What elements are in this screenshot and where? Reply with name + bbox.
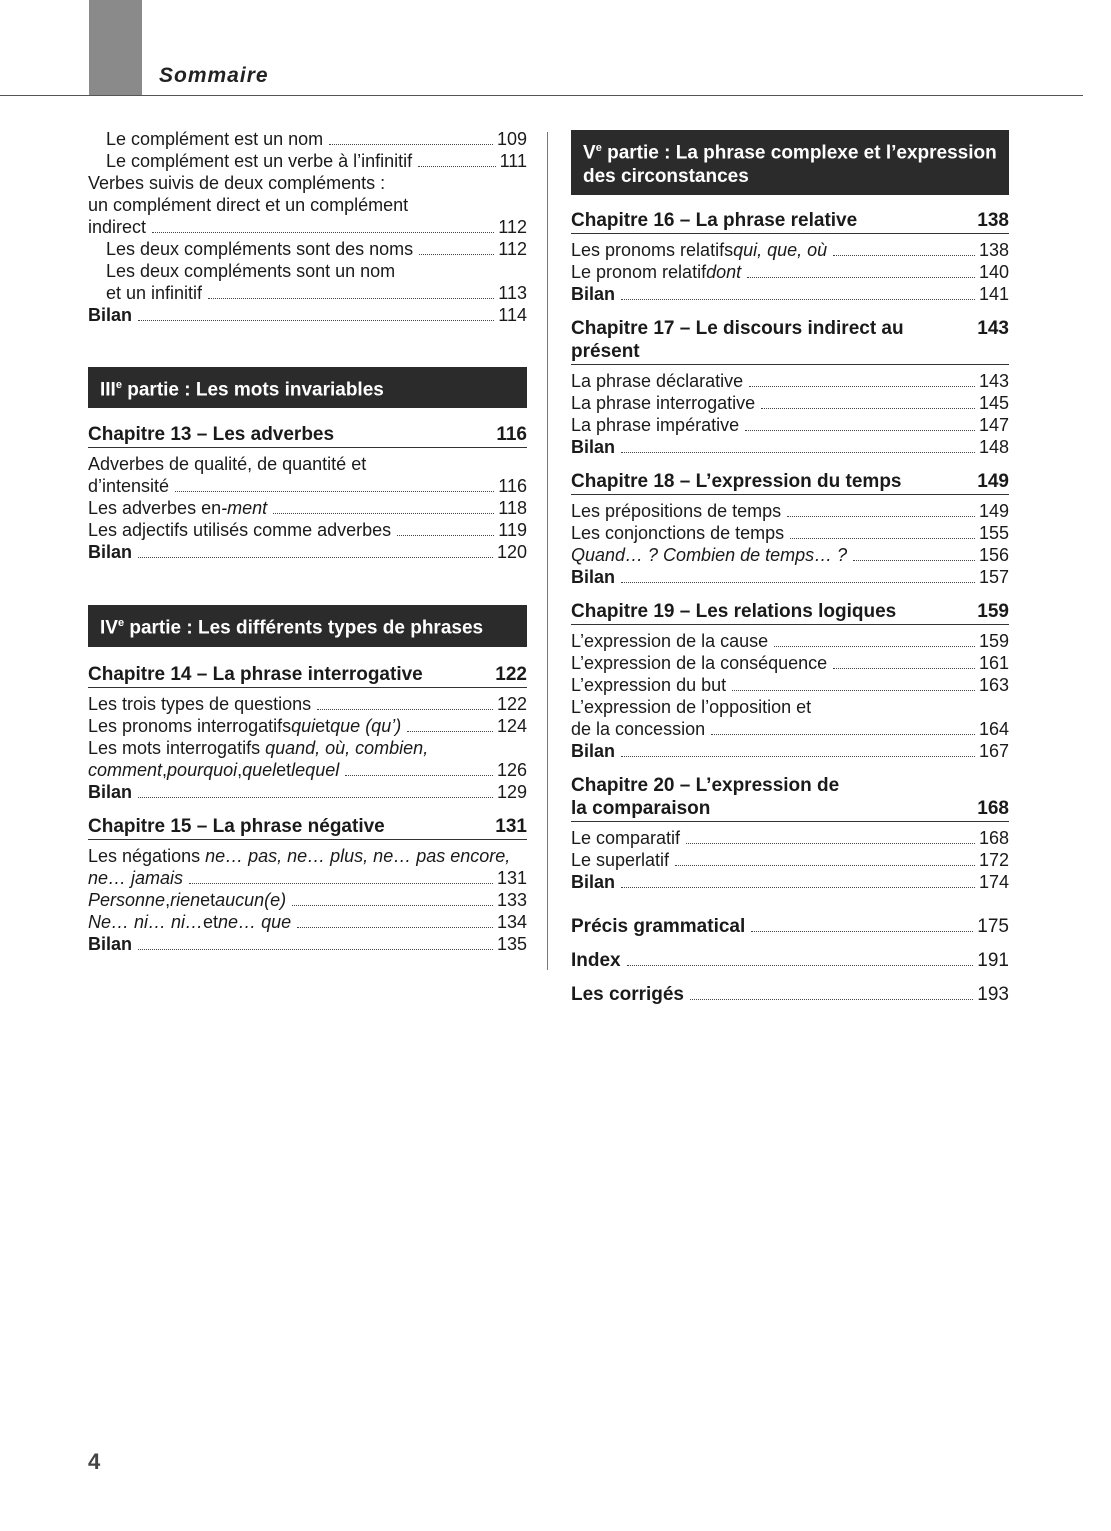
leader-dots: [621, 582, 975, 583]
page-ref: 120: [496, 542, 527, 563]
leader-dots: [621, 299, 975, 300]
chapter-heading[interactable]: [571, 209, 1009, 234]
entry-label: Les prépositions de temps: [571, 501, 782, 522]
toc-entry[interactable]: [88, 845, 527, 889]
entry-label: Bilan: [571, 284, 616, 305]
toc-entry[interactable]: [88, 693, 527, 715]
page-ref: 111: [499, 151, 527, 171]
part-heading: [88, 605, 527, 646]
entry-label: Les adverbes en: [88, 498, 222, 519]
entry-label: Les mots interrogatifs: [88, 737, 266, 758]
part-title: partie : La phrase complexe et l’expression: [601, 142, 997, 164]
toc-entry[interactable]: [571, 674, 1009, 696]
leader-dots: [833, 668, 975, 669]
entry-label: ,: [237, 759, 243, 780]
entry-label-italic: -ment: [221, 498, 268, 519]
entry-label-italic: Quand… ? Combien de temps… ?: [571, 545, 848, 566]
page-ref: 112: [498, 217, 527, 237]
leader-dots: [329, 144, 493, 145]
toc-entry[interactable]: [88, 737, 527, 781]
entry-label: Bilan: [571, 567, 616, 588]
page-ref: 159: [978, 631, 1009, 652]
leader-dots: [138, 320, 494, 321]
leader-dots: [138, 557, 493, 558]
chapter-heading[interactable]: [571, 470, 1009, 495]
toc-entry[interactable]: [88, 497, 527, 519]
leader-dots: [774, 646, 975, 647]
entry-label: et un infinitif: [106, 283, 203, 303]
page-ref: 109: [496, 129, 527, 149]
toc-entry[interactable]: [88, 238, 527, 260]
toc-entry-bilan[interactable]: [88, 304, 527, 326]
page-ref: 149: [978, 501, 1009, 522]
toc-entry[interactable]: [571, 849, 1009, 871]
entry-label: L’expression de la cause: [571, 631, 769, 652]
part-sup: e: [115, 379, 122, 391]
chapter-heading[interactable]: [88, 815, 527, 840]
leader-dots: [732, 690, 975, 691]
entry-label: Index: [571, 950, 621, 972]
chapter-label: la comparaison: [571, 798, 711, 820]
entry-label: Bilan: [88, 933, 133, 954]
entry-label: Les deux compléments sont des noms: [106, 239, 414, 259]
part-title: des circonstances: [583, 166, 749, 188]
toc-extra-entry[interactable]: [571, 983, 1009, 1006]
page-ref: 149: [977, 471, 1009, 493]
leader-dots: [152, 232, 494, 233]
entry-label: Verbes suivis de deux compléments :: [88, 173, 386, 193]
entry-label: Bilan: [88, 542, 133, 563]
leader-dots: [745, 430, 975, 431]
leader-dots: [621, 452, 975, 453]
page-ref: 163: [978, 675, 1009, 696]
part-numeral: IV: [100, 617, 118, 639]
entry-label: La phrase déclarative: [571, 371, 744, 392]
page-ref: 131: [496, 867, 527, 888]
chapter-heading[interactable]: [571, 317, 1009, 365]
entry-label: d’intensité: [88, 476, 170, 497]
toc-entry[interactable]: [88, 128, 527, 150]
toc-entry[interactable]: [571, 522, 1009, 544]
entry-label: Les négations: [88, 845, 206, 866]
page-ref: 193: [977, 984, 1009, 1006]
leader-dots: [397, 535, 494, 536]
leader-dots: [273, 513, 494, 514]
leader-dots: [853, 560, 975, 561]
entry-label: Adverbes de qualité, de quantité et: [88, 454, 367, 475]
chapter-label: Chapitre 20 – L’expression de: [571, 775, 840, 797]
page-ref: 114: [498, 305, 527, 325]
entry-label: Les pronoms interrogatifs: [88, 715, 292, 736]
toc-entry-bilan[interactable]: [571, 436, 1009, 458]
chapter-heading[interactable]: [88, 423, 527, 448]
entry-label: et: [200, 889, 216, 910]
toc-entry[interactable]: [571, 370, 1009, 392]
page-ref: 118: [498, 498, 527, 519]
leader-dots: [686, 843, 975, 844]
entry-label-italic: qui, que, où: [733, 240, 828, 261]
chapter-label: Chapitre 16 – La phrase relative: [571, 210, 858, 232]
entry-label-italic: pourquoi: [167, 759, 238, 780]
leader-dots: [189, 883, 493, 884]
entry-label-italic: ne… que: [218, 911, 292, 932]
entry-label-italic: que (qu’): [330, 715, 402, 736]
page-ref: 112: [498, 239, 527, 259]
entry-label: L’expression de la conséquence: [571, 653, 828, 674]
leader-dots: [790, 538, 975, 539]
leader-dots: [292, 905, 493, 906]
toc-entry[interactable]: [88, 172, 527, 238]
toc-entry-bilan[interactable]: [88, 541, 527, 563]
page-ref: 172: [978, 850, 1009, 871]
entry-label: L’expression du but: [571, 675, 727, 696]
part-sup: e: [595, 142, 602, 154]
entry-label: Le superlatif: [571, 850, 670, 871]
entry-label: et: [315, 715, 331, 736]
toc-entry[interactable]: [571, 500, 1009, 522]
page-ref: 147: [978, 415, 1009, 436]
entry-label: Le comparatif: [571, 828, 681, 849]
leader-dots: [418, 166, 495, 167]
leader-dots: [690, 999, 973, 1000]
leader-dots: [621, 887, 975, 888]
entry-label: Bilan: [571, 437, 616, 458]
page-ref: 122: [496, 693, 527, 714]
entry-label: ,: [162, 759, 168, 780]
part-numeral: V: [583, 142, 596, 164]
page-ref: 148: [978, 437, 1009, 458]
toc-entry[interactable]: [88, 715, 527, 737]
entry-label: Les corrigés: [571, 984, 684, 1006]
toc-entry[interactable]: [571, 414, 1009, 436]
leader-dots: [407, 731, 493, 732]
toc-entry[interactable]: [571, 544, 1009, 566]
page-ref: 157: [978, 567, 1009, 588]
page-ref: 168: [978, 828, 1009, 849]
toc-entry-bilan[interactable]: [571, 740, 1009, 762]
leader-dots: [749, 386, 975, 387]
page-ref: 175: [977, 916, 1009, 938]
entry-label-italic: qui: [291, 715, 316, 736]
page-ref: 126: [496, 759, 527, 780]
page-ref: 174: [978, 872, 1009, 893]
toc-entry[interactable]: [88, 889, 527, 911]
entry-label: La phrase impérative: [571, 415, 740, 436]
page-ref: 135: [496, 933, 527, 954]
entry-label: et: [276, 759, 292, 780]
entry-label-italic: lequel: [291, 759, 340, 780]
leader-dots: [761, 408, 975, 409]
part-heading: [571, 130, 1009, 195]
entry-label: indirect: [88, 217, 147, 237]
column-divider: [547, 132, 548, 970]
page-ref: 124: [496, 715, 527, 736]
toc-entry[interactable]: [571, 652, 1009, 674]
page-ref: 133: [496, 889, 527, 910]
toc-entry-bilan[interactable]: [571, 566, 1009, 588]
leader-dots: [208, 298, 494, 299]
toc-entry[interactable]: [571, 261, 1009, 283]
page-ref: 134: [496, 911, 527, 932]
toc-entry[interactable]: [571, 392, 1009, 414]
entry-label-italic: quand, où, combien,: [265, 737, 429, 758]
page-ref: 140: [978, 262, 1009, 283]
page-ref: 145: [978, 393, 1009, 414]
entry-label: Les pronoms relatifs: [571, 240, 734, 261]
toc-entry-bilan[interactable]: [88, 933, 527, 955]
part-title: partie : Les mots invariables: [121, 379, 384, 401]
entry-label: Précis grammatical: [571, 916, 746, 938]
header-divider: [0, 95, 1083, 96]
page-number: 4: [88, 1449, 101, 1474]
page-ref: 138: [978, 240, 1009, 261]
toc-right-column: [571, 130, 1009, 1006]
toc-entry[interactable]: [88, 150, 527, 172]
chapter-heading[interactable]: [571, 774, 1009, 822]
leader-dots: [675, 865, 975, 866]
page-ref: 156: [978, 545, 1009, 566]
toc-entry-bilan[interactable]: [88, 781, 527, 803]
entry-label-italic: comment: [88, 759, 163, 780]
toc-extra-entry[interactable]: [571, 949, 1009, 972]
chapter-label: Chapitre 13 – Les adverbes: [88, 424, 335, 446]
entry-label-italic: ne… pas, ne… plus, ne… pas encore,: [205, 845, 511, 866]
page-ref: 116: [498, 476, 527, 497]
leader-dots: [751, 931, 973, 932]
leader-dots: [317, 709, 493, 710]
toc-entry[interactable]: [571, 696, 1009, 740]
page-ref: 159: [977, 601, 1009, 623]
toc-entry[interactable]: [88, 519, 527, 541]
leader-dots: [621, 756, 975, 757]
entry-label-italic: aucun(e): [215, 889, 287, 910]
toc-extra-entry[interactable]: [571, 915, 1009, 938]
page-ref: 138: [977, 210, 1009, 232]
chapter-heading[interactable]: [88, 663, 527, 688]
header-tab-block: [89, 0, 142, 96]
entry-label-italic: ne… jamais: [88, 867, 184, 888]
page-ref: 161: [978, 653, 1009, 674]
entry-label: Bilan: [88, 305, 133, 325]
entry-label: Les trois types de questions: [88, 693, 312, 714]
entry-label: Bilan: [571, 872, 616, 893]
page-ref: 119: [498, 520, 527, 541]
entry-label: Les conjonctions de temps: [571, 523, 785, 544]
entry-label: L’expression de l’opposition et: [571, 697, 812, 718]
page-ref: 167: [978, 741, 1009, 762]
entry-label: ,: [165, 889, 171, 910]
leader-dots: [627, 965, 974, 966]
entry-label: et: [203, 911, 219, 932]
leader-dots: [345, 775, 493, 776]
page-ref: 143: [978, 371, 1009, 392]
entry-label-italic: Ne… ni… ni…: [88, 911, 204, 932]
chapter-label: Chapitre 14 – La phrase interrogative: [88, 663, 423, 685]
entry-label: Bilan: [571, 741, 616, 762]
entry-label: La phrase interrogative: [571, 393, 756, 414]
page-ref: 168: [977, 798, 1009, 820]
page-ref: 131: [495, 815, 527, 837]
page-ref: 129: [496, 781, 527, 802]
leader-dots: [787, 516, 975, 517]
toc-entry[interactable]: [571, 239, 1009, 261]
entry-label: Bilan: [88, 781, 133, 802]
page-ref: 141: [978, 284, 1009, 305]
part-numeral: III: [100, 379, 116, 401]
toc-entry[interactable]: [88, 911, 527, 933]
chapter-label: Chapitre 17 – Le discours indirect au présent: [571, 318, 904, 363]
leader-dots: [297, 927, 493, 928]
page-ref: 122: [495, 663, 527, 685]
leader-dots: [833, 255, 975, 256]
chapter-heading[interactable]: [571, 600, 1009, 625]
leader-dots: [175, 491, 494, 492]
page-ref: 191: [977, 950, 1009, 972]
chapter-label: Chapitre 18 – L’expression du temps: [571, 471, 902, 493]
entry-label-italic: rien: [170, 889, 201, 910]
entry-label: Les adjectifs utilisés comme adverbes: [88, 520, 392, 541]
page-title: Sommaire: [159, 64, 269, 87]
page-ref: 116: [496, 424, 527, 446]
page-ref: 113: [498, 283, 527, 303]
entry-label: de la concession: [571, 719, 706, 740]
entry-label-italic: Personne: [88, 889, 166, 910]
chapter-label: Chapitre 19 – Les relations logiques: [571, 601, 897, 623]
toc-entry[interactable]: [88, 260, 527, 304]
toc-entry[interactable]: [571, 827, 1009, 849]
entry-label: Le pronom relatif: [571, 262, 707, 283]
leader-dots: [138, 949, 493, 950]
leader-dots: [711, 734, 975, 735]
toc-entry-bilan[interactable]: [571, 871, 1009, 893]
entry-label-italic: dont: [706, 262, 742, 283]
leader-dots: [138, 797, 493, 798]
toc-entry[interactable]: [571, 630, 1009, 652]
toc-entry-bilan[interactable]: [571, 283, 1009, 305]
part-title: partie : Les différents types de phrases: [124, 617, 484, 639]
page-ref: 155: [978, 523, 1009, 544]
part-heading: [88, 367, 527, 408]
leader-dots: [419, 254, 494, 255]
toc-left-column: [88, 128, 527, 955]
entry-label: Le complément est un nom: [106, 129, 324, 149]
chapter-label: Chapitre 15 – La phrase négative: [88, 815, 385, 837]
toc-entry[interactable]: [88, 453, 527, 497]
entry-label: Le complément est un verbe à l’infinitif: [106, 151, 413, 171]
entry-label: Les deux compléments sont un nom: [106, 261, 396, 281]
leader-dots: [747, 277, 975, 278]
part-sup: e: [117, 617, 125, 630]
page-ref: 143: [977, 318, 1009, 340]
entry-label-italic: quel: [242, 759, 277, 780]
page-ref: 164: [978, 719, 1009, 740]
entry-label: un complément direct et un complément: [88, 195, 409, 215]
